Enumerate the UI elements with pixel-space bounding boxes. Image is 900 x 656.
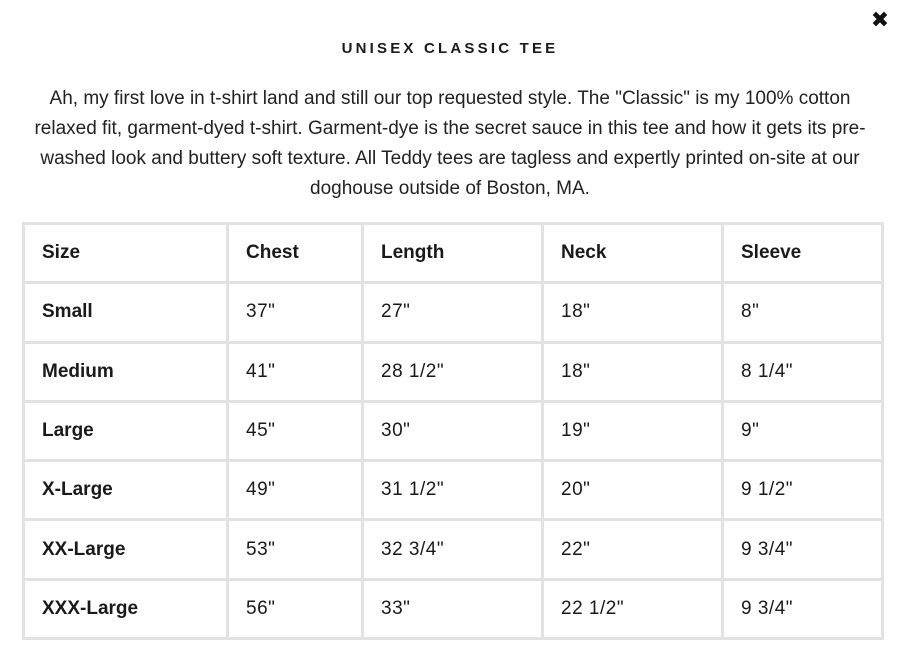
column-header-sleeve: Sleeve (724, 225, 881, 281)
size-cell: XX-Large (25, 521, 226, 577)
length-cell: 33" (364, 581, 541, 637)
page-title: UNISEX CLASSIC TEE (341, 40, 559, 57)
column-header-neck: Neck (544, 225, 721, 281)
close-button[interactable] (866, 6, 894, 34)
neck-cell: 19" (544, 403, 721, 459)
size-cell: Small (25, 284, 226, 340)
length-cell: 28 1/2" (364, 344, 541, 400)
table-row (25, 462, 881, 518)
column-header-length: Length (364, 225, 541, 281)
sleeve-cell: 8" (724, 284, 881, 340)
table-row (25, 403, 881, 459)
neck-cell: 18" (544, 284, 721, 340)
sleeve-cell: 9 3/4" (724, 521, 881, 577)
size-cell: Large (25, 403, 226, 459)
sleeve-cell: 8 1/4" (724, 344, 881, 400)
size-cell: X-Large (25, 462, 226, 518)
neck-cell: 22 1/2" (544, 581, 721, 637)
chest-cell: 56" (229, 581, 361, 637)
length-cell: 27" (364, 284, 541, 340)
chest-cell: 45" (229, 403, 361, 459)
product-description: Ah, my first love in t-shirt land and still our top requested style. The "Classic" is my 100% cotton relaxed fit, garment-dyed t-shirt. Garment-dye is the secret sauce in this tee and how it gets its pre-washed look and buttery soft texture. All Teddy tees are tagless and expertly printed on-site at our doghouse outside of Boston, MA. (34, 88, 866, 199)
column-header-size: Size (25, 225, 226, 281)
table-row (25, 581, 881, 637)
close-icon: ✖ (870, 7, 890, 32)
table-row (25, 344, 881, 400)
sleeve-cell: 9 3/4" (724, 581, 881, 637)
length-cell: 30" (364, 403, 541, 459)
chest-cell: 41" (229, 344, 361, 400)
table-header-row (25, 225, 881, 281)
table-row (25, 521, 881, 577)
size-cell: Medium (25, 344, 226, 400)
neck-cell: 18" (544, 344, 721, 400)
column-header-chest: Chest (229, 225, 361, 281)
chest-cell: 37" (229, 284, 361, 340)
neck-cell: 20" (544, 462, 721, 518)
neck-cell: 22" (544, 521, 721, 577)
table-row (25, 284, 881, 340)
chest-cell: 53" (229, 521, 361, 577)
size-chart-table (22, 222, 884, 640)
length-cell: 31 1/2" (364, 462, 541, 518)
chest-cell: 49" (229, 462, 361, 518)
size-cell: XXX-Large (25, 581, 226, 637)
sleeve-cell: 9 1/2" (724, 462, 881, 518)
length-cell: 32 3/4" (364, 521, 541, 577)
sleeve-cell: 9" (724, 403, 881, 459)
